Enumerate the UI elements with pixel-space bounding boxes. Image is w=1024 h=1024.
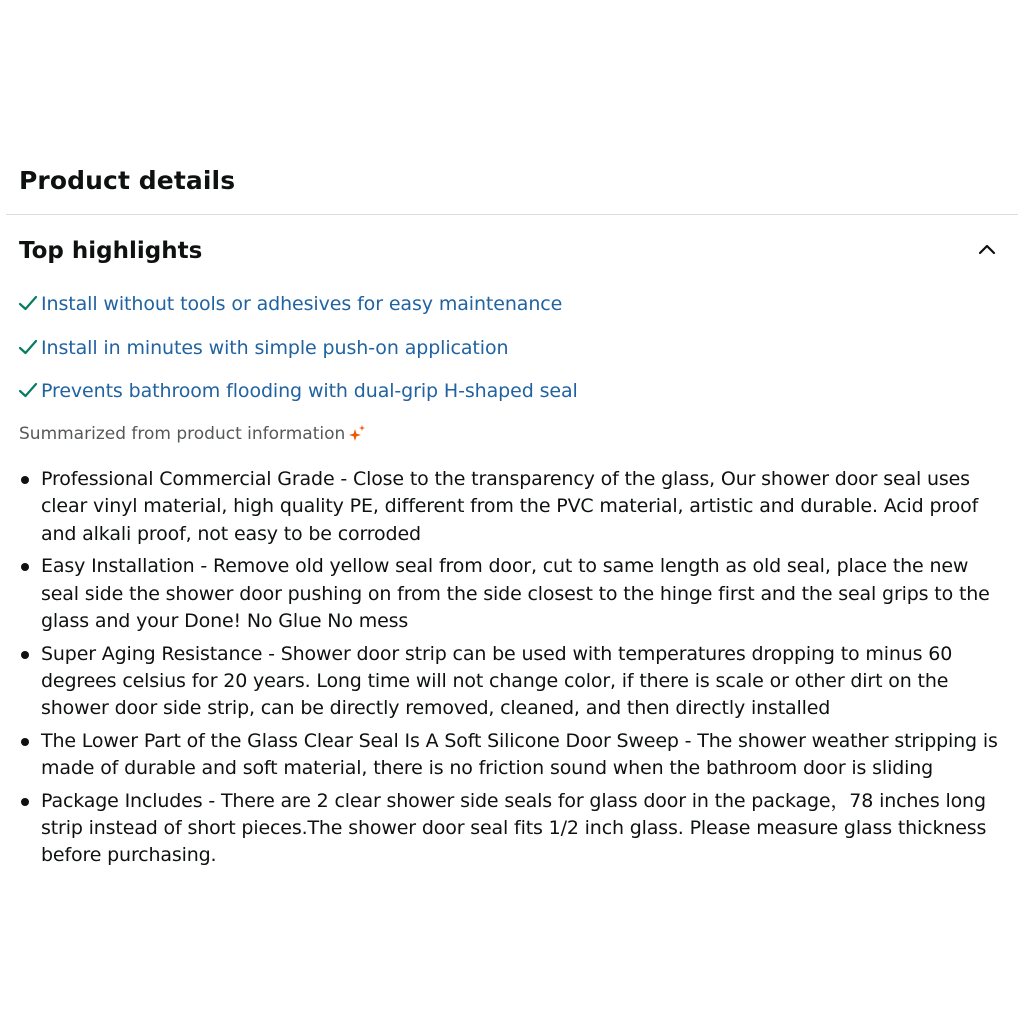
feature-bullet (18, 641, 1008, 723)
feature-bullet-text: Professional Commercial Grade - Close to the transparency of the glass, Our shower door seal uses clear vinyl material, high quality PE, different from the PVC material, artistic and durable. Acid proof and alkali proof, not easy to be corroded (41, 468, 979, 545)
feature-bullet (18, 728, 1008, 783)
check-icon (18, 380, 38, 400)
feature-bullet (18, 553, 1008, 635)
top-highlights-heading: Top highlights (19, 238, 203, 264)
bullet-dot (21, 563, 29, 571)
highlight-text: Install in minutes with simple push-on application (41, 336, 509, 359)
bullet-dot (21, 651, 29, 659)
feature-bullet-text: The Lower Part of the Glass Clear Seal Is A Soft Silicone Door Sweep - The shower weather stripping is made of durable and soft material, there is no friction sound when the bathroom door is sliding (41, 729, 998, 780)
highlight-item (18, 334, 1008, 378)
check-icon (18, 337, 38, 357)
section-divider (6, 214, 1018, 215)
bullet-dot (21, 738, 29, 746)
top-highlights-header[interactable] (19, 234, 1004, 270)
feature-bullet (18, 466, 1008, 548)
highlight-item (18, 377, 1008, 421)
bullet-dot (21, 476, 29, 484)
summary-note (19, 421, 365, 447)
feature-bullets (18, 466, 1008, 866)
feature-bullet-text: Easy Installation - Remove old yellow seal from door, cut to same length as old seal, place the new seal side the shower door pushing on from the side closest to the hinge first and the seal grips to the glass and your Done! No Glue No mess (41, 555, 990, 632)
summary-note-text: Summarized from product information (19, 424, 346, 444)
feature-bullet-text: Super Aging Resistance - Shower door strip can be used with temperatures dropping to minus 60 degrees celsius for 20 years. Long time will not change color, if there is scale or other dirt on the shower door side strip, can be directly removed, cleaned, and then directly installed (41, 642, 953, 720)
highlight-text: Prevents bathroom flooding with dual-grip H-shaped seal (41, 380, 578, 402)
chevron-up-icon[interactable] (978, 242, 996, 256)
highlights-list (18, 290, 1008, 421)
check-icon (18, 293, 38, 313)
sparkle-icon (349, 425, 365, 441)
bullet-dot (21, 798, 29, 806)
highlight-text: Install without tools or adhesives for easy maintenance (41, 293, 563, 315)
product-details-heading: Product details (19, 166, 236, 195)
feature-bullet (18, 788, 1008, 866)
highlight-item (18, 290, 1008, 334)
feature-bullet-text: Package Includes - There are 2 clear shower side seals for glass door in the package，78 inches long strip instead of short pieces.The shower door seal fits 1/2 inch glass. Please measure glass thickness before purchasing. (41, 789, 987, 866)
